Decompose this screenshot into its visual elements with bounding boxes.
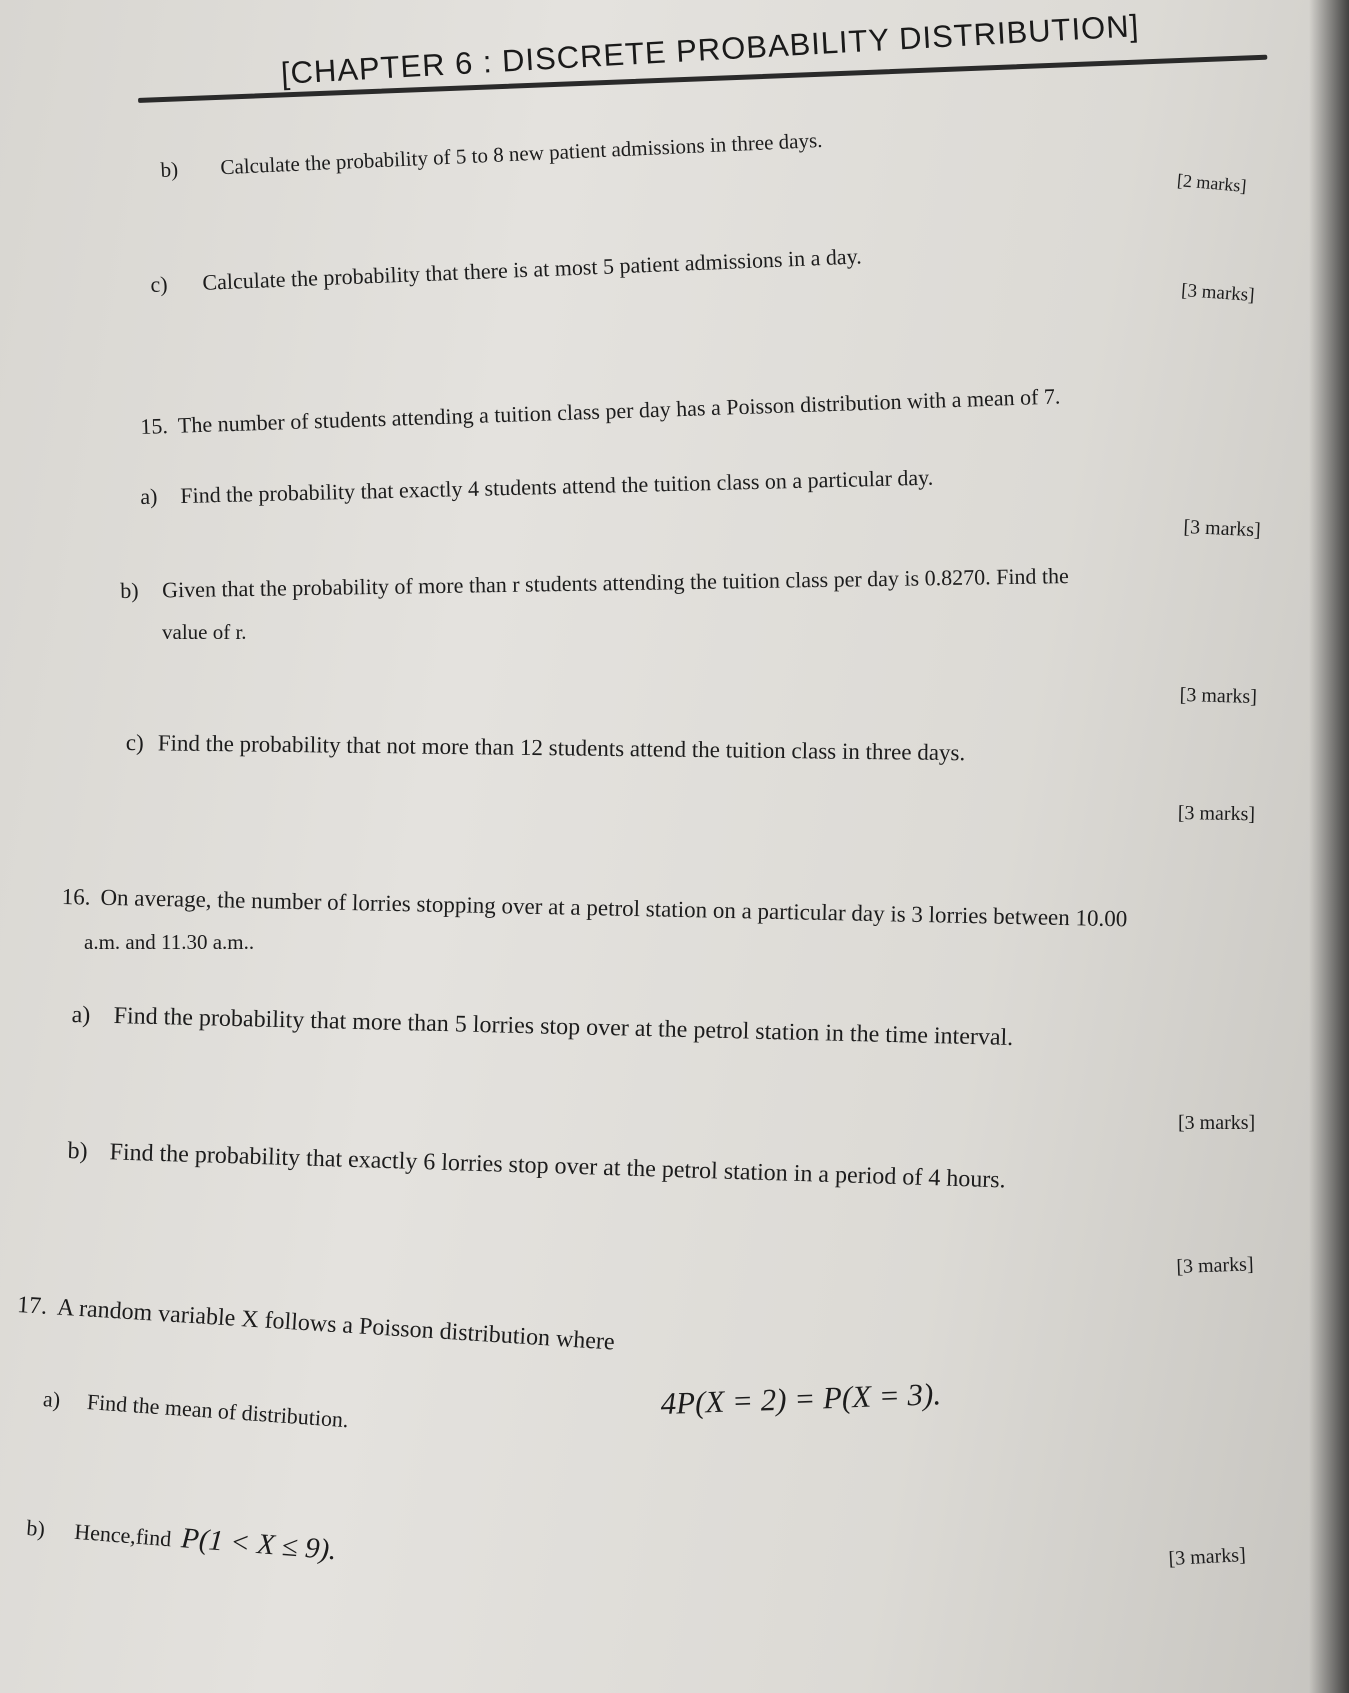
q14b-marks: [2 marks] [1176,170,1248,196]
q17b-expression: P(1 < X ≤ 9). [180,1522,338,1567]
page-edge-shadow [1309,0,1349,1693]
q17b-text: Hence,find [73,1518,173,1552]
q17-marks: [3 marks] [1168,1543,1247,1570]
q16a-text: Find the probability that more than 5 lorries stop over at the petrol station in the time interval. [113,1003,1014,1052]
q17a-label: a) [42,1386,62,1413]
q16b-text: Find the probability that exactly 6 lorries stop over at the petrol station in a period of 4 hours. [109,1139,1007,1194]
q15b-text: Given that the probability of more than r students attending the tuition class per day is 0.8270. Find the [161,563,1070,603]
q16b-marks: [3 marks] [1176,1253,1254,1278]
q17b-line [25,1510,337,1567]
q15b-line2 [162,620,247,645]
q15b-text2: value of r. [162,620,247,644]
q17-equation-text: 4P(X = 2) = P(X = 3). [660,1376,942,1421]
q15a-label: a) [140,483,158,509]
q16-text: On average, the number of lorries stopping over at a petrol station on a particular day is 3 lorries between 10.00 [100,884,1128,932]
q15a-text: Find the probability that exactly 4 students attend the tuition class on a particular day. [179,464,934,509]
q17-number: 17. [16,1292,48,1320]
q14b-label: b) [160,157,179,182]
q16-stem [61,884,1127,932]
q16-text2: a.m. and 11.30 a.m.. [84,930,255,954]
q16a-line [71,1002,1013,1052]
q16b-line [67,1138,1006,1194]
q17a-line [42,1386,349,1433]
q15b-line [120,563,1069,604]
q15c-line [126,730,966,766]
q15b-marks: [3 marks] [1179,684,1258,709]
q14c-label: c) [150,271,169,297]
q15-number: 15. [140,413,169,439]
q15-text: The number of students attending a tuition class per day has a Poisson distribution with a mean of 7. [177,383,1061,438]
q17-text: A random variable X follows a Poisson distribution where [56,1294,616,1356]
q14b-line [160,128,823,183]
q16a-marks: [3 marks] [1178,1112,1256,1134]
q15b-label: b) [120,577,139,603]
q14c-text: Calculate the probability that there is at most 5 patient admissions in a day. [201,243,863,295]
q15c-text: Find the probability that not more than 12 students attend the tuition class in three days. [157,730,966,766]
q15a-marks: [3 marks] [1183,516,1262,542]
q17a-text: Find the mean of distribution. [86,1389,350,1433]
q16-stem-line2 [84,930,254,955]
q17-stem [16,1292,615,1357]
q15a-line [140,465,934,510]
q17b-label: b) [25,1514,46,1542]
q14b-text: Calculate the probability of 5 to 8 new patient admissions in three days. [219,127,823,180]
q14c-marks: [3 marks] [1180,280,1256,307]
q15c-marks: [3 marks] [1177,802,1256,826]
chapter-header: [CHAPTER 6 : DISCRETE PROBABILITY DISTRIBUTION] [280,8,1141,91]
q16a-label: a) [71,1002,91,1029]
q16-number: 16. [61,884,91,910]
q15-stem [140,383,1061,440]
q15c-label: c) [125,730,144,756]
q17-equation [660,1376,942,1422]
q16b-label: b) [67,1138,88,1165]
q14c-line [150,243,862,298]
